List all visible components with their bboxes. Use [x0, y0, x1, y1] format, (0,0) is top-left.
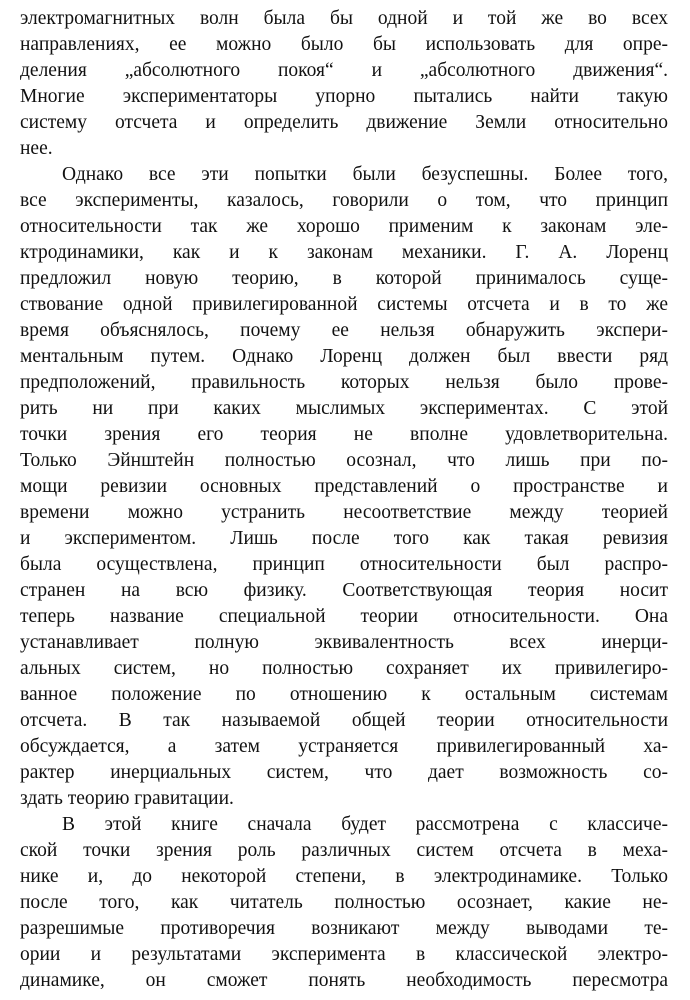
text-line: ктродинамики, как и к законам механики. Г. А. Лоренц — [20, 242, 668, 263]
text-line: обсуждается, а затем устраняется привилегированный ха- — [20, 736, 668, 757]
text-line: мощи ревизии основных представлений о пространстве и — [20, 476, 668, 497]
text-line: отсчета. В так называемой общей теории относительности — [20, 710, 668, 731]
text-line: деления „абсолютного покоя“ и „абсолютного движения“. — [20, 60, 668, 81]
text-line: направлениях, ее можно было бы использовать для опре- — [20, 34, 668, 55]
text-line: систему отсчета и определить движение Земли относительно — [20, 112, 668, 133]
text-line: Однако все эти попытки были безуспешны. Более того, — [62, 164, 668, 185]
text-line: предположений, правильность которых нельзя было прове- — [20, 372, 668, 393]
text-line: была осуществлена, принцип относительности был распро- — [20, 554, 668, 575]
text-line: нее. — [20, 138, 53, 159]
text-line: динамике, он сможет понять необходимость пересмотра — [20, 970, 668, 991]
text-line: теперь название специальной теории относительности. Она — [20, 606, 668, 627]
text-line: Многие экспериментаторы упорно пытались найти такую — [20, 86, 668, 107]
text-line: Только Эйнштейн полностью осознал, что лишь при по- — [20, 450, 668, 471]
text-line: ментальным путем. Однако Лоренц должен был ввести ряд — [20, 346, 668, 367]
text-line: электромагнитных волн была бы одной и той же во всех — [20, 8, 668, 29]
text-line: разрешимые противоречия возникают между выводами те- — [20, 918, 668, 939]
text-line: точки зрения его теория не вполне удовлетворительна. — [20, 424, 668, 445]
text-line: В этой книге сначала будет рассмотрена с классиче- — [62, 814, 668, 835]
text-line: и экспериментом. Лишь после того как такая ревизия — [20, 528, 668, 549]
text-line: ской точки зрения роль различных систем отсчета в меха- — [20, 840, 668, 861]
text-line: рактер инерциальных систем, что дает возможность со- — [20, 762, 668, 783]
text-line: времени можно устранить несоответствие между теорией — [20, 502, 668, 523]
text-line: устанавливает полную эквивалентность всех инерци- — [20, 632, 668, 653]
text-line: рить ни при каких мыслимых экспериментах. С этой — [20, 398, 668, 419]
text-line: время объяснялось, почему ее нельзя обнаружить экспери- — [20, 320, 668, 341]
text-line: ории и результатами эксперимента в классической электро- — [20, 944, 668, 965]
text-line: здать теорию гравитации. — [20, 788, 234, 809]
text-line: нике и, до некоторой степени, в электродинамике. Только — [20, 866, 668, 887]
text-line: альных систем, но полностью сохраняет их привилегиро- — [20, 658, 668, 679]
text-line: после того, как читатель полностью осознает, какие не- — [20, 892, 668, 913]
text-line: все эксперименты, казалось, говорили о том, что принцип — [20, 190, 668, 211]
text-line: относительности так же хорошо применим к законам эле- — [20, 216, 668, 237]
text-line: странен на всю физику. Соответствующая теория носит — [20, 580, 668, 601]
text-line: предложил новую теорию, в которой принималось суще- — [20, 268, 668, 289]
text-line: ствование одной привилегированной системы отсчета и в то же — [20, 294, 668, 315]
text-line: ванное положение по отношению к остальным системам — [20, 684, 668, 705]
